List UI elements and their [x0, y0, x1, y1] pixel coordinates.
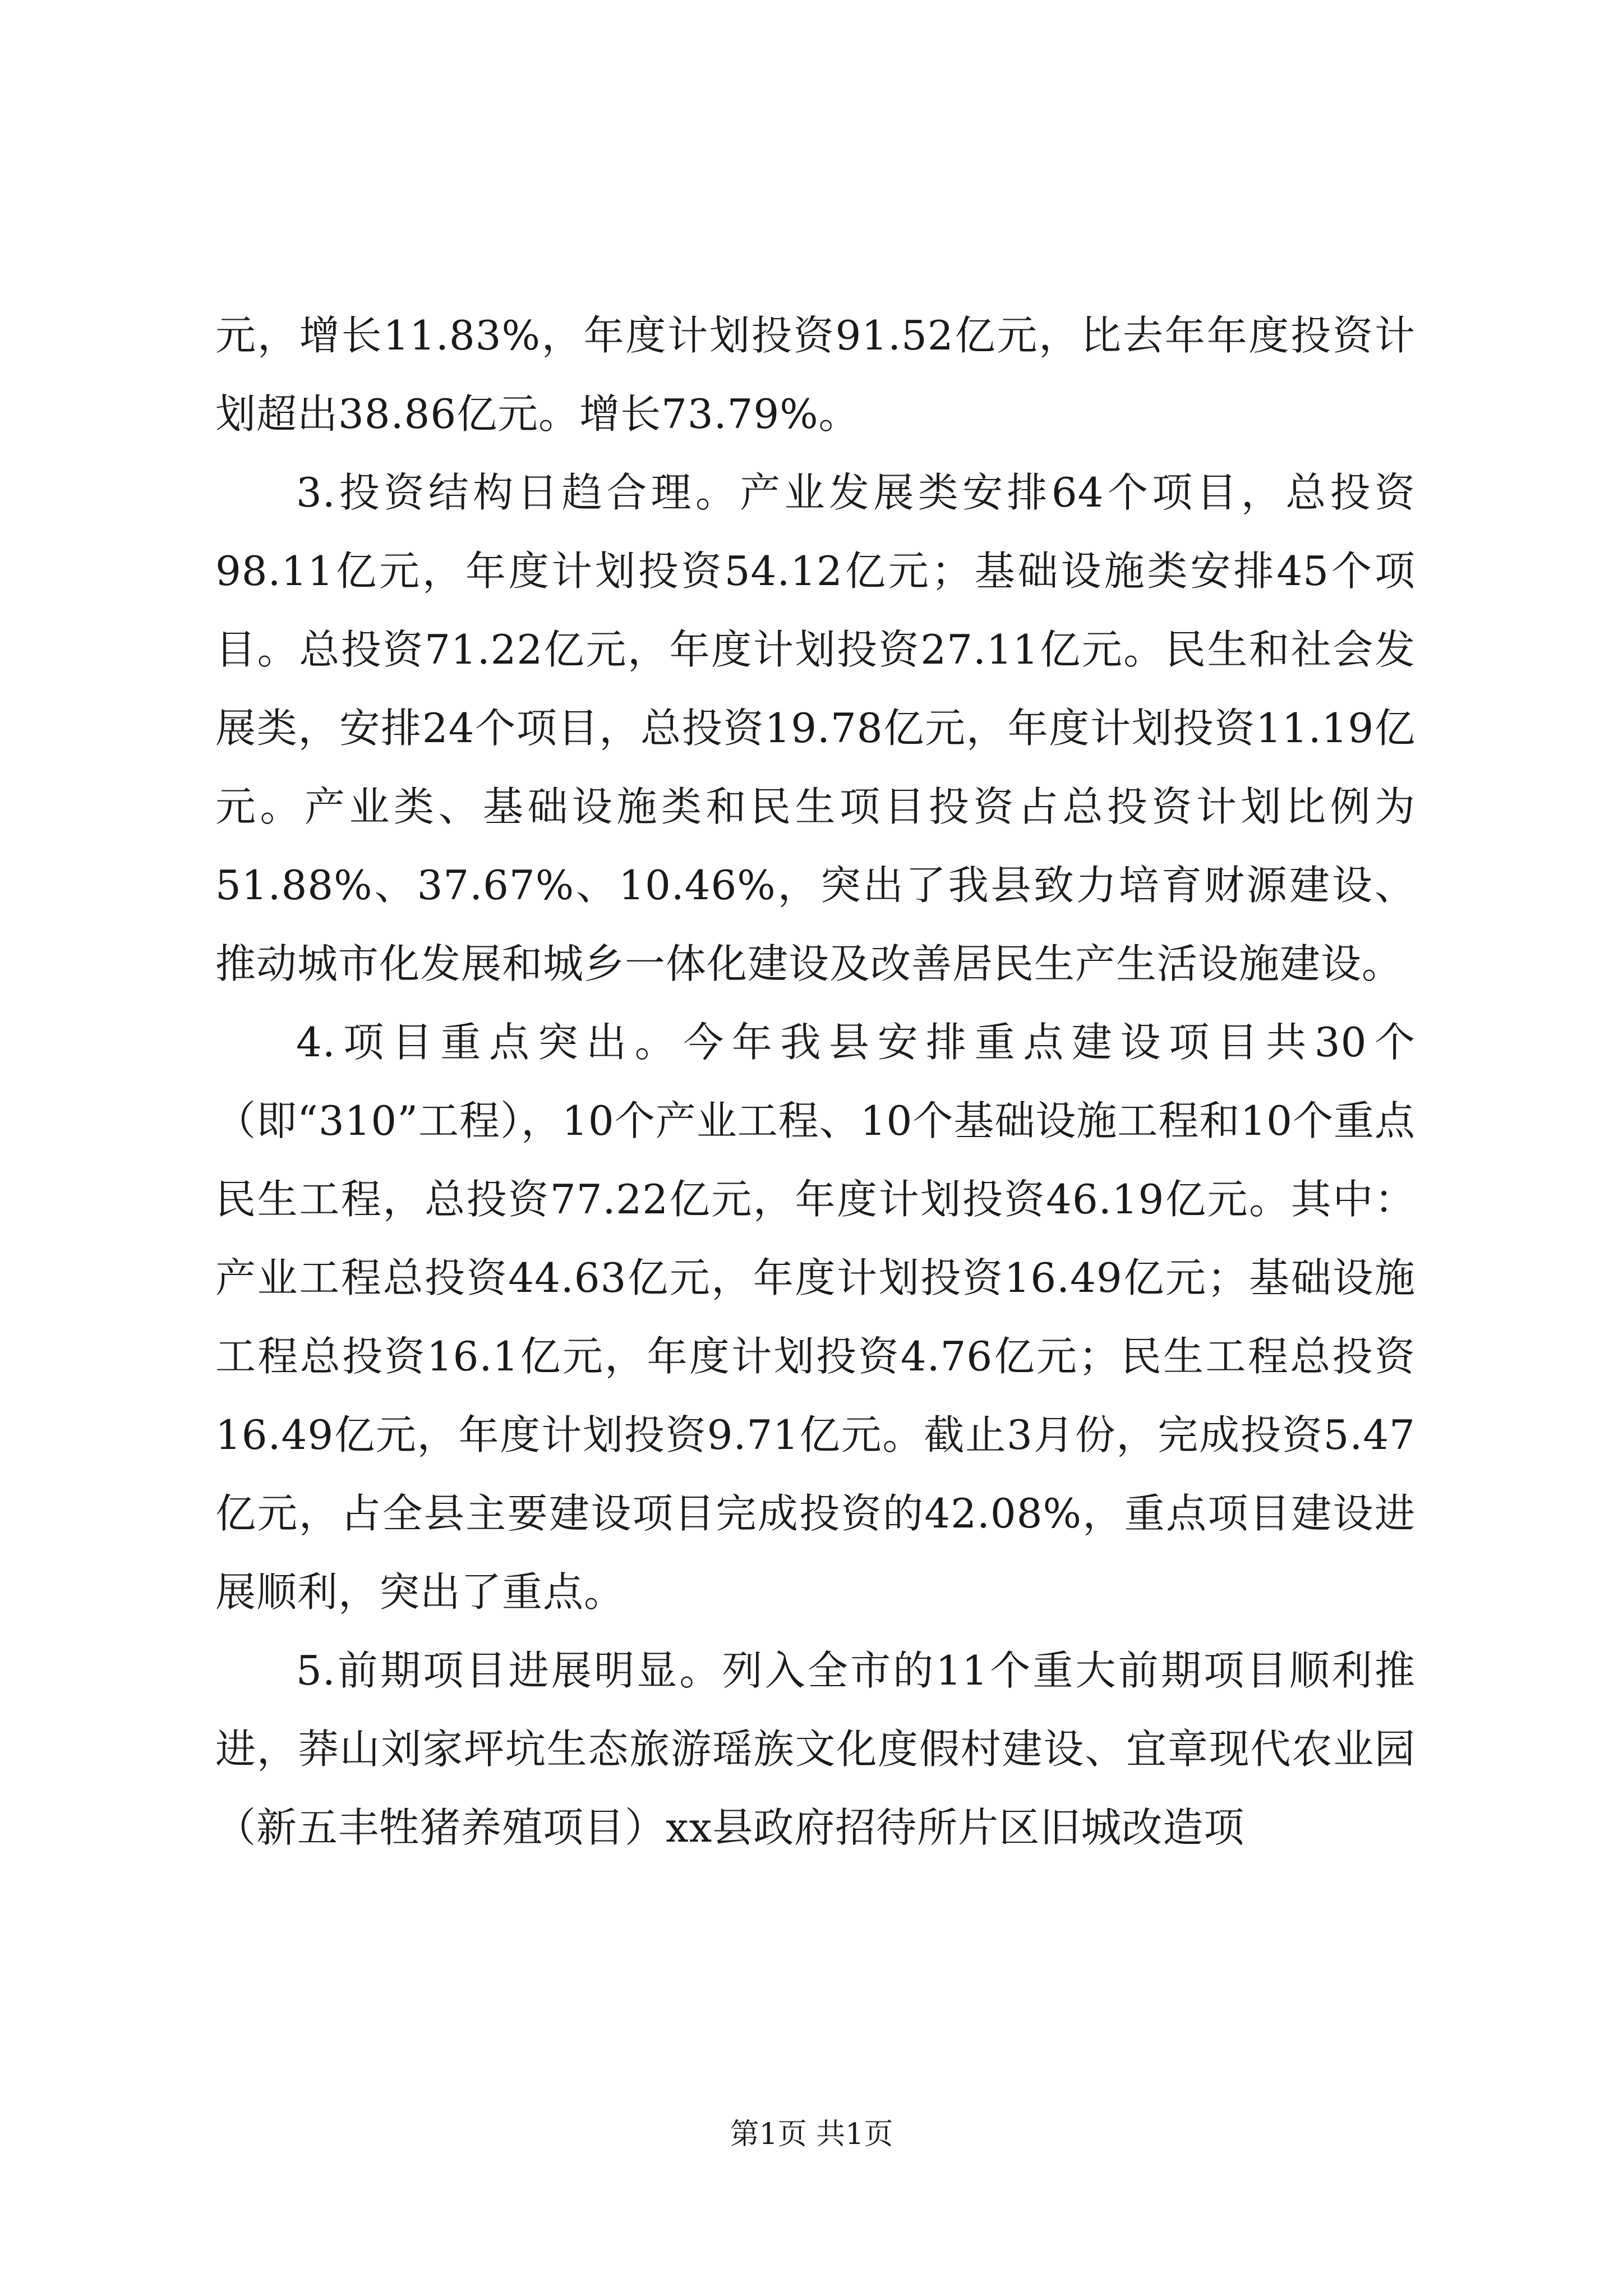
paragraph-investment-structure: 3.投资结构日趋合理。产业发展类安排64个项目，总投资98.11亿元，年度计划投资54.12亿元；基础设施类安排45个项目。总投资71.22亿元，年度计划投资27.11亿元。民生和社会发展类，安排24个项目，总投资19.78亿元，年度计划投资11.19亿元。产业类、基础设施类和民生项目投资占总投资计划比例为51.88%、37.67%、10.46%，突出了我县致力培育财源建设、推动城市化发展和城乡一体化建设及改善居民生产生活设施建设。 [215, 469, 1415, 987]
document-body [215, 296, 1415, 1867]
paragraph-continuation: 元，增长11.83%，年度计划投资91.52亿元，比去年年度投资计划超出38.86亿元。增长73.79%。 [215, 312, 1415, 438]
page-footer: 第1页 共1页 [730, 2118, 893, 2151]
paragraph-key-projects: 4.项目重点突出。今年我县安排重点建设项目共30个（即“310”工程），10个产业工程、10个基础设施工程和10个重点民生工程，总投资77.22亿元，年度计划投资46.19亿元。其中：产业工程总投资44.63亿元，年度计划投资16.49亿元；基础设施工程总投资16.1亿元，年度计划投资4.76亿元；民生工程总投资16.49亿元，年度计划投资9.71亿元。截止3月份，完成投资5.47亿元，占全县主要建设项目完成投资的42.08%，重点项目建设进展顺利，突出了重点。 [215, 1019, 1415, 1616]
paragraph-preliminary-projects: 5.前期项目进展明显。列入全市的11个重大前期项目顺利推进，莽山刘家坪坑生态旅游瑶族文化度假村建设、宜章现代农业园（新五丰牲猪养殖项目）xx县政府招待所片区旧城改造项 [215, 1647, 1415, 1851]
